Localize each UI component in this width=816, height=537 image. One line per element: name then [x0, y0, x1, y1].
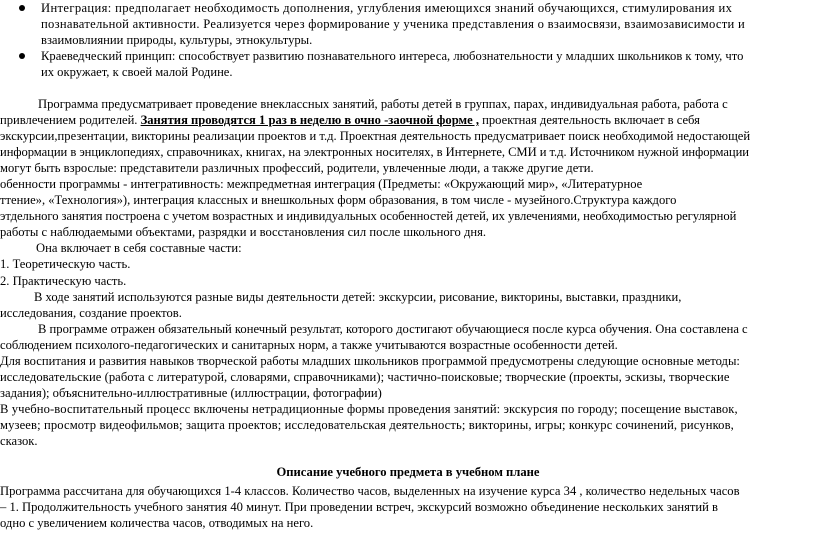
text-line: сказок. — [0, 433, 38, 448]
text-line: задания); объяснительно-иллюстративные (иллюстрации, фотографии) — [0, 385, 382, 400]
text-line: Она включает в себя составные части: — [36, 241, 242, 256]
text-line: экскурсии,презентации, викторины реализации проектов и т.д. Проектная деятельность предусматривает поиск необходимой недостающей — [0, 129, 751, 144]
text-line: В учебно-воспитательный процесс включены нетрадиционные формы проведения занятий: экскурсия по городу; посещение выставок, — [0, 401, 738, 416]
text-line: музеев; просмотр видеофильмов; защита проектов; исследовательская деятельность; викторины, игры; конкурс сочинений, рисунков, — [0, 417, 734, 432]
text-span: привлечением родителей. — [0, 113, 141, 128]
text-line: исследования, создание проектов. — [0, 305, 182, 320]
text-line: Программа рассчитана для обучающихся 1-4 классов. Количество часов, выделенных на изучение курса 34 , количество недельных часов — [0, 484, 740, 499]
text-line: работы с наблюдаемыми объектами, разрядки и восстановления сил после школьного дня. — [0, 225, 487, 240]
text-span: проектная деятельность включает в себя — [478, 113, 700, 128]
text-line: Для воспитания и развития навыков творческой работы младших школьников программой предусмотрены следующие основные методы: — [0, 353, 740, 368]
text-line — [0, 112, 816, 128]
text-line: взаимовлиянии природы, культуры, этнокультуры. — [41, 33, 313, 48]
bullet-item-integration — [0, 0, 816, 48]
bullet-list — [0, 0, 816, 80]
text-line: Интеграция: предполагает необходимость дополнения, углубления имеющихся знаний обучающихся, стимулирования их — [41, 1, 733, 15]
text-line: Программа предусматривает проведение внеклассных занятий, работы детей в группах, парах, индивидуальная работа, работа с — [38, 97, 728, 111]
program-description — [0, 96, 816, 531]
text-line: информации в энциклопедиях, справочниках, книгах, на электронных носителях, в Интернете, СМИ и т.д. Источником нужной информации — [0, 145, 749, 160]
text-line: В ходе занятий используются разные виды деятельности детей: экскурсии, рисование, викторины, выставки, праздники, — [34, 289, 682, 304]
text-line: исследовательские (работа с литературой, словарями, справочниками); частично-поисковые; творческие (проекты, эскизы, творческие — [0, 369, 730, 384]
bullet-item-local-history — [0, 48, 816, 80]
text-line: – 1. Продолжительность учебного занятия 40 минут. При проведении встреч, экскурсий возможно объединение нескольких занятий в — [0, 500, 718, 515]
text-line: обенности программы - интегративность: межпредметная интеграция (Предметы: «Окружающий мир», «Литературное — [0, 177, 643, 192]
bullet-dot-icon — [19, 5, 25, 11]
list-item: 1. Теоретическую часть. — [0, 257, 131, 272]
text-line: познавательной активности. Реализуется через формирование у ученика представления о взаимосвязи, взаимозависимости и — [41, 17, 746, 32]
bullet-dot-icon — [19, 53, 25, 59]
text-line: Краеведческий принцип: способствует развитию познавательного интереса, любознательности у младших школьников к тому, что — [41, 49, 744, 64]
text-line: ттение», «Технология»), интеграция классных и внешкольных форм образования, в том числе - музейного.Структура каждого — [0, 193, 677, 208]
text-line: могут быть взрослые: представители различных профессий, родители, увлеченные люди, а также другие дети. — [0, 161, 594, 176]
list-item: 2. Практическую часть. — [0, 273, 127, 288]
section-heading: Описание учебного предмета в учебном плане — [276, 465, 540, 480]
text-line: этдельного занятия построена с учетом возрастных и индивидуальных особенностей детей, их увлечениями, необходимостью регулярной — [0, 209, 737, 224]
schedule-emphasis: Занятия проводятся 1 раз в неделю в очно -заочной форме , — [140, 113, 479, 128]
text-line: одно с увеличением количества часов, отводимых на него. — [0, 516, 314, 531]
text-line: соблюдением психолого-педагогических и санитарных норм, а также учитываются возрастные особенности детей. — [0, 337, 618, 352]
text-line: В программе отражен обязательный конечный результат, которого достигают обучающиеся после курса обучения. Она составлена с — [38, 321, 748, 336]
text-line: их окружает, к своей малой Родине. — [41, 65, 233, 80]
